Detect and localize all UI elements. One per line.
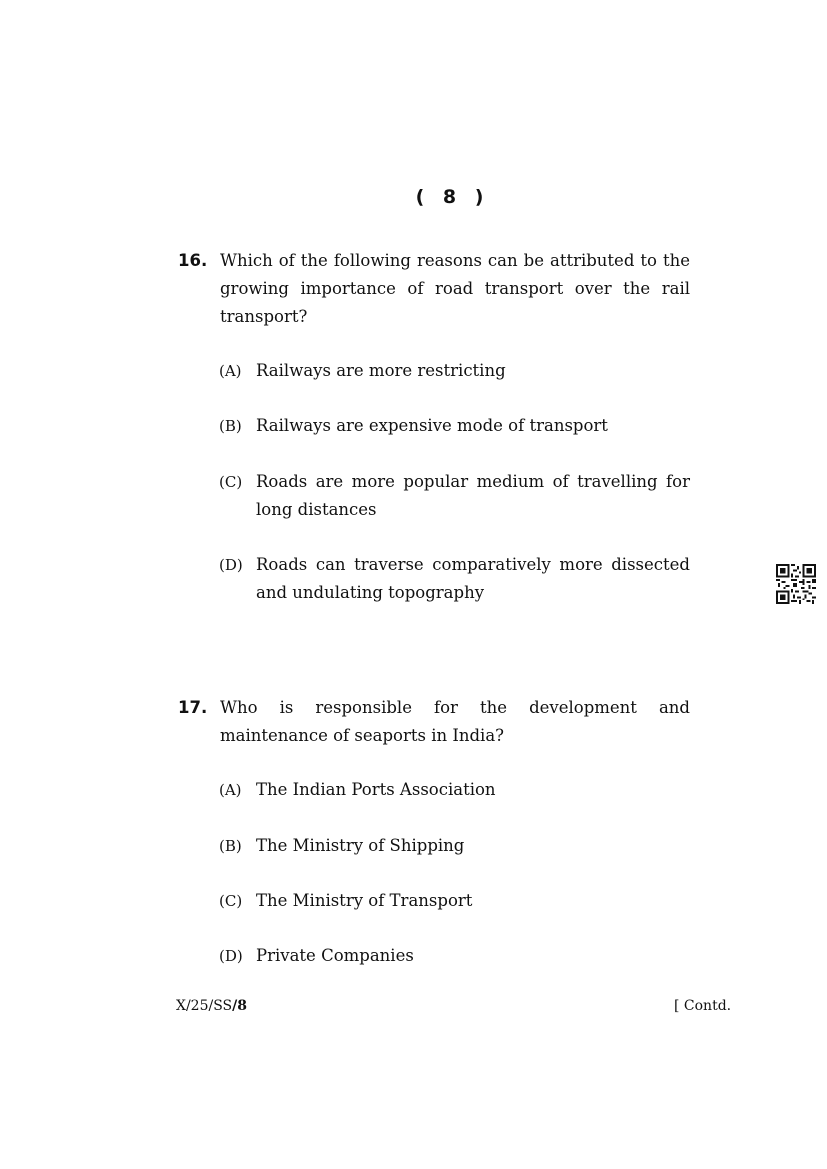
paper-code-text: X/25/SS bbox=[176, 998, 233, 1014]
paper-code bbox=[176, 998, 247, 1014]
option-text: Railways are expensive mode of transport bbox=[256, 416, 608, 435]
question-17 bbox=[178, 694, 690, 965]
question-16 bbox=[178, 247, 690, 602]
option-text: Roads can traverse comparatively more dissected and undulating topography bbox=[256, 555, 690, 602]
option-label: (B) bbox=[219, 837, 242, 855]
option-label: (D) bbox=[219, 947, 243, 965]
option-label: (C) bbox=[219, 473, 243, 491]
question-text: Which of the following reasons can be attributed to the growing importance of road transport over the rail transport? bbox=[220, 251, 690, 326]
option-text: Roads are more popular medium of travelling for long distances bbox=[256, 472, 690, 519]
option-text: The Indian Ports Association bbox=[256, 780, 496, 799]
option-label: (C) bbox=[219, 892, 243, 910]
option-a bbox=[219, 776, 690, 804]
option-text: The Ministry of Shipping bbox=[256, 836, 465, 855]
option-d bbox=[219, 942, 690, 970]
option-c bbox=[219, 887, 690, 915]
option-text: Private Companies bbox=[256, 946, 414, 965]
option-label: (A) bbox=[219, 781, 242, 799]
option-text: Railways are more restricting bbox=[256, 361, 506, 380]
question-number: 17. bbox=[178, 698, 208, 717]
option-b bbox=[219, 832, 690, 860]
page-suffix: /8 bbox=[232, 998, 248, 1014]
option-label: (B) bbox=[219, 417, 242, 435]
option-label: (A) bbox=[219, 362, 242, 380]
option-label: (D) bbox=[219, 556, 243, 574]
page-number: ( 8 ) bbox=[415, 186, 490, 208]
option-a bbox=[219, 357, 690, 385]
question-text: Who is responsible for the development and maintenance of seaports in India? bbox=[220, 698, 690, 745]
qr-code-icon bbox=[776, 564, 816, 604]
question-number: 16. bbox=[178, 251, 208, 270]
option-text: The Ministry of Transport bbox=[256, 891, 473, 910]
option-d bbox=[219, 551, 690, 607]
option-b bbox=[219, 412, 690, 440]
option-c bbox=[219, 468, 690, 524]
continued-marker: [ Contd. bbox=[674, 998, 732, 1014]
